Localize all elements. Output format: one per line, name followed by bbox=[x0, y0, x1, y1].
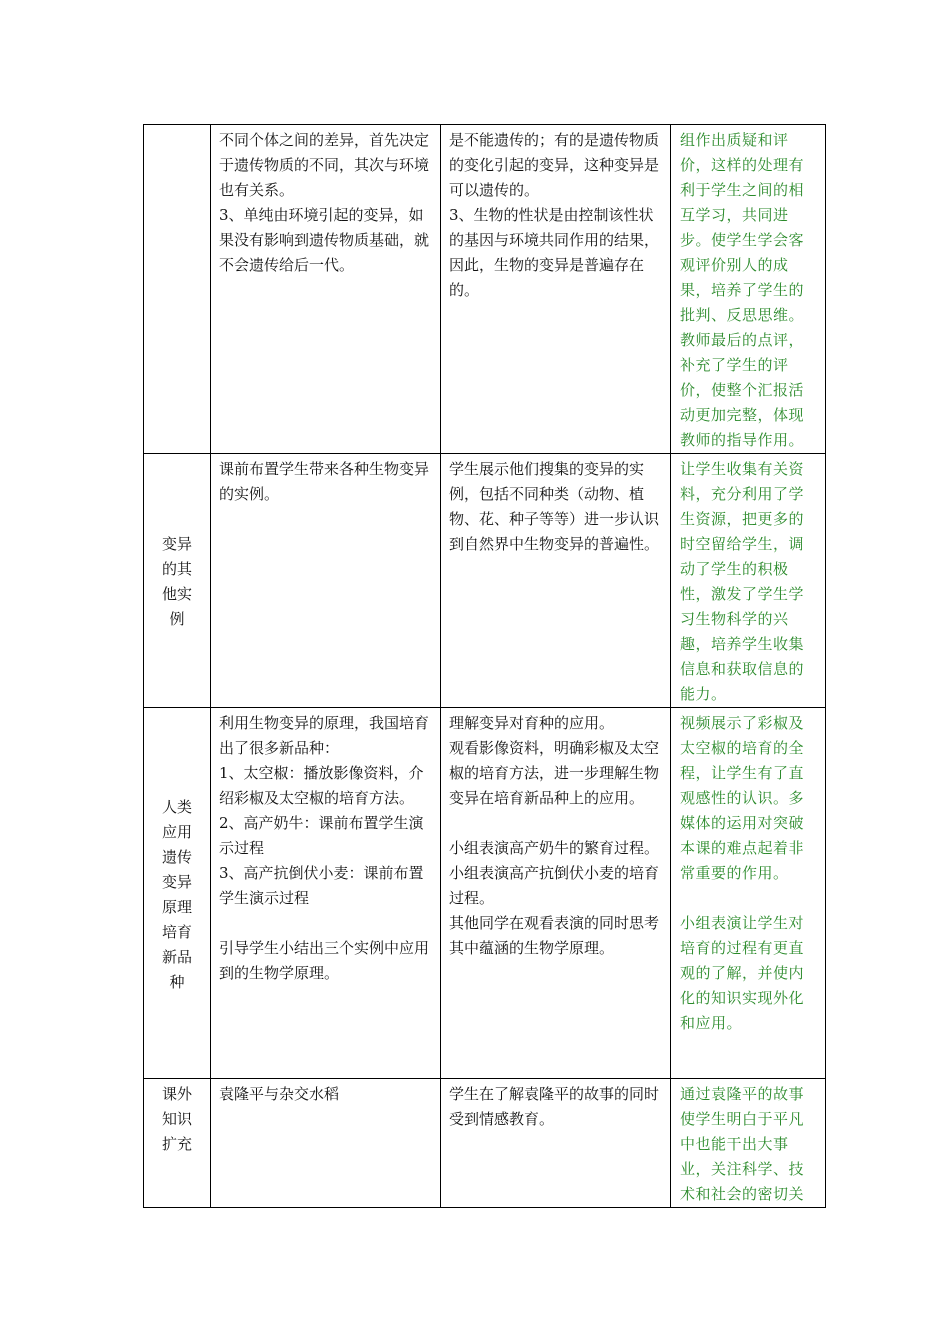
cell-paragraph: 原理 bbox=[161, 897, 192, 916]
table-row bbox=[144, 1079, 826, 1208]
cell-paragraph: 种 bbox=[169, 972, 185, 991]
design-intent-cell bbox=[671, 125, 826, 454]
lesson-plan-body bbox=[144, 125, 826, 1208]
stage-cell bbox=[144, 125, 211, 454]
cell-paragraph: 通过袁隆平的故事使学生明白于平凡中也能干出大事业，关注科学、技术和社会的密切关 bbox=[680, 1085, 805, 1203]
table-row bbox=[144, 708, 826, 1079]
teacher-activity-cell bbox=[211, 125, 441, 454]
cell-paragraph: 是不能遗传的；有的是遗传物质的变化引起的变异，这种变异是可以遗传的。 bbox=[449, 131, 660, 199]
stage-cell bbox=[144, 454, 211, 708]
teacher-activity-cell bbox=[211, 454, 441, 708]
cell-paragraph: 组作出质疑和评价，这样的处理有利于学生之间的相互学习，共同进步。使学生学会客观评价别人的成果，培养了学生的批判、反思思维。教师最后的点评，补充了学生的评价，使整个汇报活动更加完整，体现教师的指导作用。 bbox=[680, 131, 805, 449]
cell-paragraph: 应用 bbox=[161, 822, 192, 841]
cell-paragraph: 例 bbox=[169, 610, 185, 628]
cell-paragraph: 变异 bbox=[161, 872, 192, 891]
cell-paragraph: 视频展示了彩椒及太空椒的培育的全程，让学生有了直观感性的认识。多媒体的运用对突破本课的难点起着非常重要的作用。 bbox=[680, 714, 805, 882]
blank-line bbox=[449, 811, 662, 836]
cell-paragraph: 3、生物的性状是由控制该性状的基因与环境共同作用的结果，因此，生物的变异是普遍存在的。 bbox=[449, 206, 660, 299]
student-activity-cell bbox=[441, 454, 671, 708]
design-intent-cell bbox=[671, 1079, 826, 1208]
cell-paragraph: 引导学生小结出三个实例中应用到的生物学原理。 bbox=[219, 939, 430, 982]
stage-cell bbox=[144, 1079, 211, 1208]
teacher-activity-cell bbox=[211, 1079, 441, 1208]
cell-paragraph: 小组表演高产奶牛的繁育过程。 bbox=[449, 839, 660, 857]
design-intent-cell bbox=[671, 454, 826, 708]
cell-paragraph: 1、太空椒：播放影像资料，介绍彩椒及太空椒的培育方法。 bbox=[219, 764, 424, 807]
cell-paragraph: 扩充 bbox=[161, 1135, 192, 1153]
cell-paragraph: 其他同学在观看表演的同时思考其中蕴涵的生物学原理。 bbox=[449, 914, 660, 957]
cell-paragraph: 利用生物变异的原理，我国培育出了很多新品种： bbox=[219, 714, 430, 757]
table-row bbox=[144, 125, 826, 454]
design-intent-cell bbox=[671, 708, 826, 1079]
cell-paragraph: 让学生收集有关资料，充分利用了学生资源，把更多的时空留给学生，调动了学生的积极性，激发了学生学习生物科学的兴趣，培养学生收集信息和获取信息的能力。 bbox=[680, 460, 805, 703]
cell-paragraph: 理解变异对育种的应用。 bbox=[449, 714, 615, 732]
stage-cell bbox=[144, 708, 211, 1079]
cell-paragraph: 袁隆平与杂交水稻 bbox=[219, 1085, 340, 1103]
cell-paragraph: 培育 bbox=[161, 922, 192, 941]
cell-paragraph: 的其 bbox=[161, 560, 192, 578]
cell-paragraph: 课前布置学生带来各种生物变异的实例。 bbox=[219, 460, 430, 503]
cell-paragraph: 2、高产奶牛：课前布置学生演示过程 bbox=[219, 814, 424, 857]
cell-paragraph: 不同个体之间的差异，首先决定于遗传物质的不同，其次与环境也有关系。 bbox=[219, 131, 430, 199]
cell-paragraph: 3、单纯由环境引起的变异，如果没有影响到遗传物质基础，就不会遗传给后一代。 bbox=[219, 206, 430, 274]
cell-paragraph: 观看影像资料，明确彩椒及太空椒的培育方法，进一步理解生物变异在培育新品种上的应用。 bbox=[449, 739, 660, 807]
cell-paragraph: 小组表演高产抗倒伏小麦的培育过程。 bbox=[449, 864, 660, 907]
cell-paragraph: 遗传 bbox=[161, 847, 192, 866]
cell-paragraph: 人类 bbox=[161, 797, 192, 816]
lesson-plan-table bbox=[143, 124, 826, 1208]
cell-paragraph: 课外 bbox=[161, 1085, 192, 1103]
cell-paragraph: 3、高产抗倒伏小麦：课前布置学生演示过程 bbox=[219, 864, 424, 907]
student-activity-cell bbox=[441, 125, 671, 454]
cell-paragraph: 小组表演让学生对培育的过程有更直观的了解，并使内化的知识实现外化和应用。 bbox=[680, 914, 805, 1032]
cell-paragraph: 变异 bbox=[161, 535, 192, 553]
cell-paragraph: 他实 bbox=[161, 585, 192, 603]
cell-paragraph: 学生展示他们搜集的变异的实例，包括不同种类（动物、植物、花、种子等等）进一步认识到自然界中生物变异的普遍性。 bbox=[449, 460, 660, 553]
student-activity-cell bbox=[441, 1079, 671, 1208]
blank-line bbox=[680, 886, 819, 911]
blank-line bbox=[219, 911, 432, 936]
cell-paragraph: 知识 bbox=[161, 1110, 192, 1128]
table-row bbox=[144, 454, 826, 708]
cell-paragraph: 新品 bbox=[161, 947, 192, 966]
student-activity-cell bbox=[441, 708, 671, 1079]
teacher-activity-cell bbox=[211, 708, 441, 1079]
cell-paragraph: 学生在了解袁隆平的故事的同时受到情感教育。 bbox=[449, 1085, 660, 1128]
